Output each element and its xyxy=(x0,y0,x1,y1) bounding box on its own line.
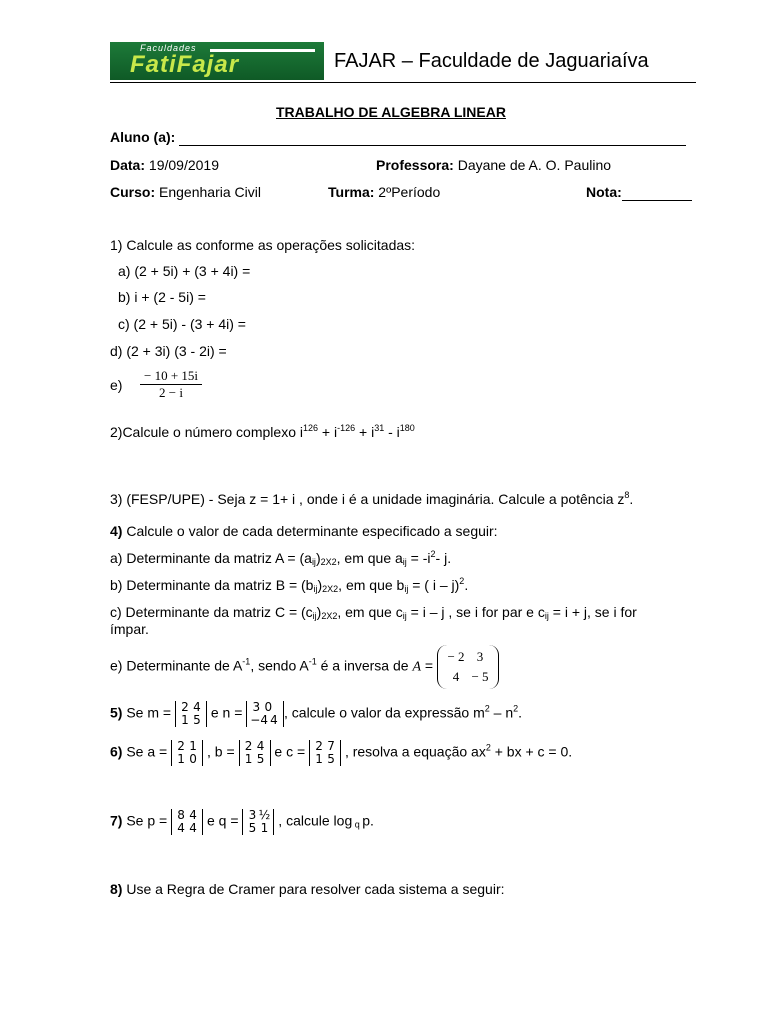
document-title: TRABALHO DE ALGEBRA LINEAR xyxy=(276,104,506,120)
class-value: 2ºPeríodo xyxy=(374,184,441,200)
q4-title xyxy=(110,523,498,539)
q4c-sub3: ij xyxy=(402,611,407,621)
det-cell: 5 xyxy=(248,821,257,835)
q4a-eq: = -i xyxy=(406,550,431,566)
q2-plus-1: + i xyxy=(318,424,338,440)
det-cell: 3 xyxy=(248,808,257,822)
student-name-row xyxy=(110,129,686,146)
header-divider xyxy=(110,82,696,83)
q4e-mid: , sendo A xyxy=(250,657,309,674)
det-cell: 0 xyxy=(264,700,273,714)
det-cell: 2 xyxy=(315,739,323,753)
q7-mid: e q = xyxy=(203,812,243,829)
q4a-exp: 2 xyxy=(430,549,436,559)
grade-label: Nota: xyxy=(586,184,622,200)
q1-item-b: b) i + (2 - 5i) = xyxy=(118,289,206,305)
determinant-p xyxy=(171,809,203,835)
q2-minus: - i xyxy=(384,424,400,440)
q4b-post: , em que b xyxy=(338,577,405,593)
q6-post: , resolva a equação ax xyxy=(341,743,486,760)
q1-item-e-label: e) xyxy=(110,377,123,393)
q4b-sub3: ij xyxy=(404,584,409,594)
q8-text xyxy=(110,881,505,897)
det-cell: 1 xyxy=(260,821,269,835)
student-label: Aluno (a): xyxy=(110,129,176,145)
q4a-mid: ) xyxy=(315,550,321,566)
q4c-post: , em que c xyxy=(337,604,403,620)
q4e-post: é a inversa de xyxy=(316,657,413,674)
class-label: Turma: xyxy=(328,184,375,200)
det-cell: 7 xyxy=(327,739,335,753)
det-cell: ½ xyxy=(258,808,271,822)
det-cell: 4 xyxy=(193,700,201,714)
matrix-cell: − 2 xyxy=(447,649,465,664)
q7-pre: Se p = xyxy=(122,812,172,829)
q3-end: . xyxy=(629,491,634,507)
q3-exponent: 8 xyxy=(624,490,630,500)
q6-pre: Se a = xyxy=(122,743,172,760)
course-value: Engenharia Civil xyxy=(155,184,261,200)
date-field xyxy=(110,157,219,173)
q2-plus-2: + i xyxy=(355,424,375,440)
det-cell: 4 xyxy=(177,821,185,835)
q7-post: , calcule log xyxy=(274,812,353,829)
teacher-field xyxy=(376,157,611,173)
q4e-exp2: -1 xyxy=(308,656,317,667)
course-field xyxy=(110,184,261,200)
q4-title-text: Calcule o valor de cada determinante especificado a seguir: xyxy=(122,523,498,539)
q2-exp-4: 180 xyxy=(399,423,415,433)
q1-item-a: a) (2 + 5i) + (3 + 4i) = xyxy=(118,263,251,279)
q8-number: 8) xyxy=(110,881,123,897)
q4b-sub2: 2X2 xyxy=(322,584,339,594)
date-label: Data: xyxy=(110,157,146,173)
fraction-denominator: 2 − i xyxy=(159,385,183,400)
q4b-mid: ) xyxy=(317,577,323,593)
det-cell: 2 xyxy=(181,700,189,714)
q5-exp1: 2 xyxy=(484,703,490,714)
q4c-pre: c) Determinante da matriz C = (c xyxy=(110,604,313,620)
q4c-sub4: ij xyxy=(544,611,549,621)
q4e-eq: = xyxy=(421,657,437,674)
q2-exp-1: 126 xyxy=(302,423,319,433)
q5-post: , calcule o valor da expressão m xyxy=(284,704,485,721)
matrix-cell: − 5 xyxy=(471,669,489,684)
matrix-A-symbol: A xyxy=(412,659,422,675)
q2-exp-3: 31 xyxy=(374,423,385,433)
determinant-n xyxy=(246,701,284,727)
fraction-numerator: − 10 + 15i xyxy=(140,368,202,385)
q3-text xyxy=(110,491,633,507)
q4-number: 4) xyxy=(110,523,123,539)
q1-item-d: d) (2 + 3i) (3 - 2i) = xyxy=(110,343,227,359)
det-cell: 1 xyxy=(181,713,189,727)
q4-item-a xyxy=(110,550,451,566)
q8-body: Use a Regra de Cramer para resolver cada sistema a seguir: xyxy=(122,881,505,897)
q5-mid: e n = xyxy=(206,704,247,721)
det-cell: 5 xyxy=(327,752,335,766)
q6-mid2: e c = xyxy=(270,743,310,760)
det-cell: 4 xyxy=(270,713,278,727)
q4c-eq: = i – j , se i for par e c xyxy=(406,604,545,620)
q1-item-c: c) (2 + 5i) - (3 + 4i) = xyxy=(118,316,246,332)
q5-number: 5) xyxy=(110,704,123,721)
q4b-end: . xyxy=(464,577,469,593)
determinant-b xyxy=(239,740,271,766)
det-cell: 1 xyxy=(177,752,185,766)
q6-end: + bx + c = 0. xyxy=(490,743,573,760)
det-cell: −4 xyxy=(250,713,268,727)
det-cell: 1 xyxy=(244,752,253,766)
date-value: 19/09/2019 xyxy=(145,157,219,173)
q4a-pre: a) Determinante da matriz A = (a xyxy=(110,550,312,566)
q5-exp2: 2 xyxy=(513,703,519,714)
college-logo xyxy=(110,42,324,80)
logo-main-text: FatiFajar xyxy=(130,51,240,78)
course-label: Curso: xyxy=(110,184,156,200)
det-cell: 4 xyxy=(189,821,197,835)
q7-log-base: q xyxy=(352,819,363,830)
determinant-q xyxy=(242,809,274,835)
class-field xyxy=(328,184,440,200)
q4c-sub2: 2X2 xyxy=(321,611,338,621)
q4a-post: , em que a xyxy=(336,550,403,566)
q4-item-e xyxy=(110,645,499,689)
q4-item-c xyxy=(110,604,637,620)
q4b-eq: = ( i – j) xyxy=(408,577,460,593)
q6-text xyxy=(110,740,572,766)
q2-prefix: 2)Calcule o número complexo i xyxy=(110,424,303,440)
q5-end: . xyxy=(518,704,523,721)
determinant-a xyxy=(171,740,203,766)
q4e-pre: e) Determinante de A xyxy=(110,657,243,674)
q4b-exp: 2 xyxy=(459,576,465,586)
student-name-blank[interactable] xyxy=(179,129,686,146)
teacher-label: Professora: xyxy=(376,157,454,173)
det-cell: 2 xyxy=(244,739,253,753)
det-cell: 5 xyxy=(256,752,265,766)
matrix-cell: 4 xyxy=(452,669,460,684)
q7-end: p. xyxy=(362,812,374,829)
q7-number: 7) xyxy=(110,812,123,829)
q5-minus: – n xyxy=(489,704,514,721)
teacher-value: Dayane de A. O. Paulino xyxy=(453,157,612,173)
q4c-sub1: ij xyxy=(312,611,317,621)
grade-field xyxy=(586,184,692,201)
determinant-c xyxy=(309,740,341,766)
matrix-A xyxy=(437,645,499,689)
det-cell: 1 xyxy=(189,739,197,753)
q2-exp-2: -126 xyxy=(337,423,356,433)
q5-pre: Se m = xyxy=(122,704,175,721)
det-cell: 2 xyxy=(177,739,185,753)
q5-text xyxy=(110,701,522,727)
q6-number: 6) xyxy=(110,743,123,760)
q4a-end: - j. xyxy=(435,550,452,566)
det-cell: 5 xyxy=(193,713,201,727)
det-cell: 0 xyxy=(189,752,197,766)
q2-text xyxy=(110,424,415,440)
determinant-m xyxy=(175,701,207,727)
det-cell: 8 xyxy=(177,808,185,822)
q1-item-e-fraction xyxy=(140,368,202,401)
det-cell: 4 xyxy=(256,739,265,753)
det-cell: 3 xyxy=(252,700,261,714)
q4a-sub1: ij xyxy=(311,557,316,567)
q4-item-b xyxy=(110,577,468,593)
q4a-sub3: ij xyxy=(402,557,407,567)
q4e-exp1: -1 xyxy=(242,656,251,667)
q4b-sub1: ij xyxy=(313,584,318,594)
q4c-end: = i + j, se i for xyxy=(548,604,637,620)
matrix-cell: 3 xyxy=(476,649,484,664)
q1-title: 1) Calcule as conforme as operações solicitadas: xyxy=(110,237,416,253)
q4b-pre: b) Determinante da matriz B = (b xyxy=(110,577,314,593)
det-cell: 1 xyxy=(315,752,323,766)
grade-blank[interactable] xyxy=(622,184,692,201)
det-cell: 4 xyxy=(189,808,197,822)
logo-small-text: Faculdades xyxy=(140,43,197,53)
q3-body: 3) (FESP/UPE) - Seja z = 1+ i , onde i é a unidade imaginária. Calcule a potência z xyxy=(110,491,625,507)
institution-title: FAJAR – Faculdade de Jaguariaíva xyxy=(334,50,649,72)
q6-exp: 2 xyxy=(485,742,491,753)
q6-mid1: , b = xyxy=(203,743,239,760)
q7-text xyxy=(110,809,374,835)
q4a-sub2: 2X2 xyxy=(320,557,337,567)
q4c-mid: ) xyxy=(316,604,322,620)
q4-item-c-continued: ímpar. xyxy=(110,621,149,637)
